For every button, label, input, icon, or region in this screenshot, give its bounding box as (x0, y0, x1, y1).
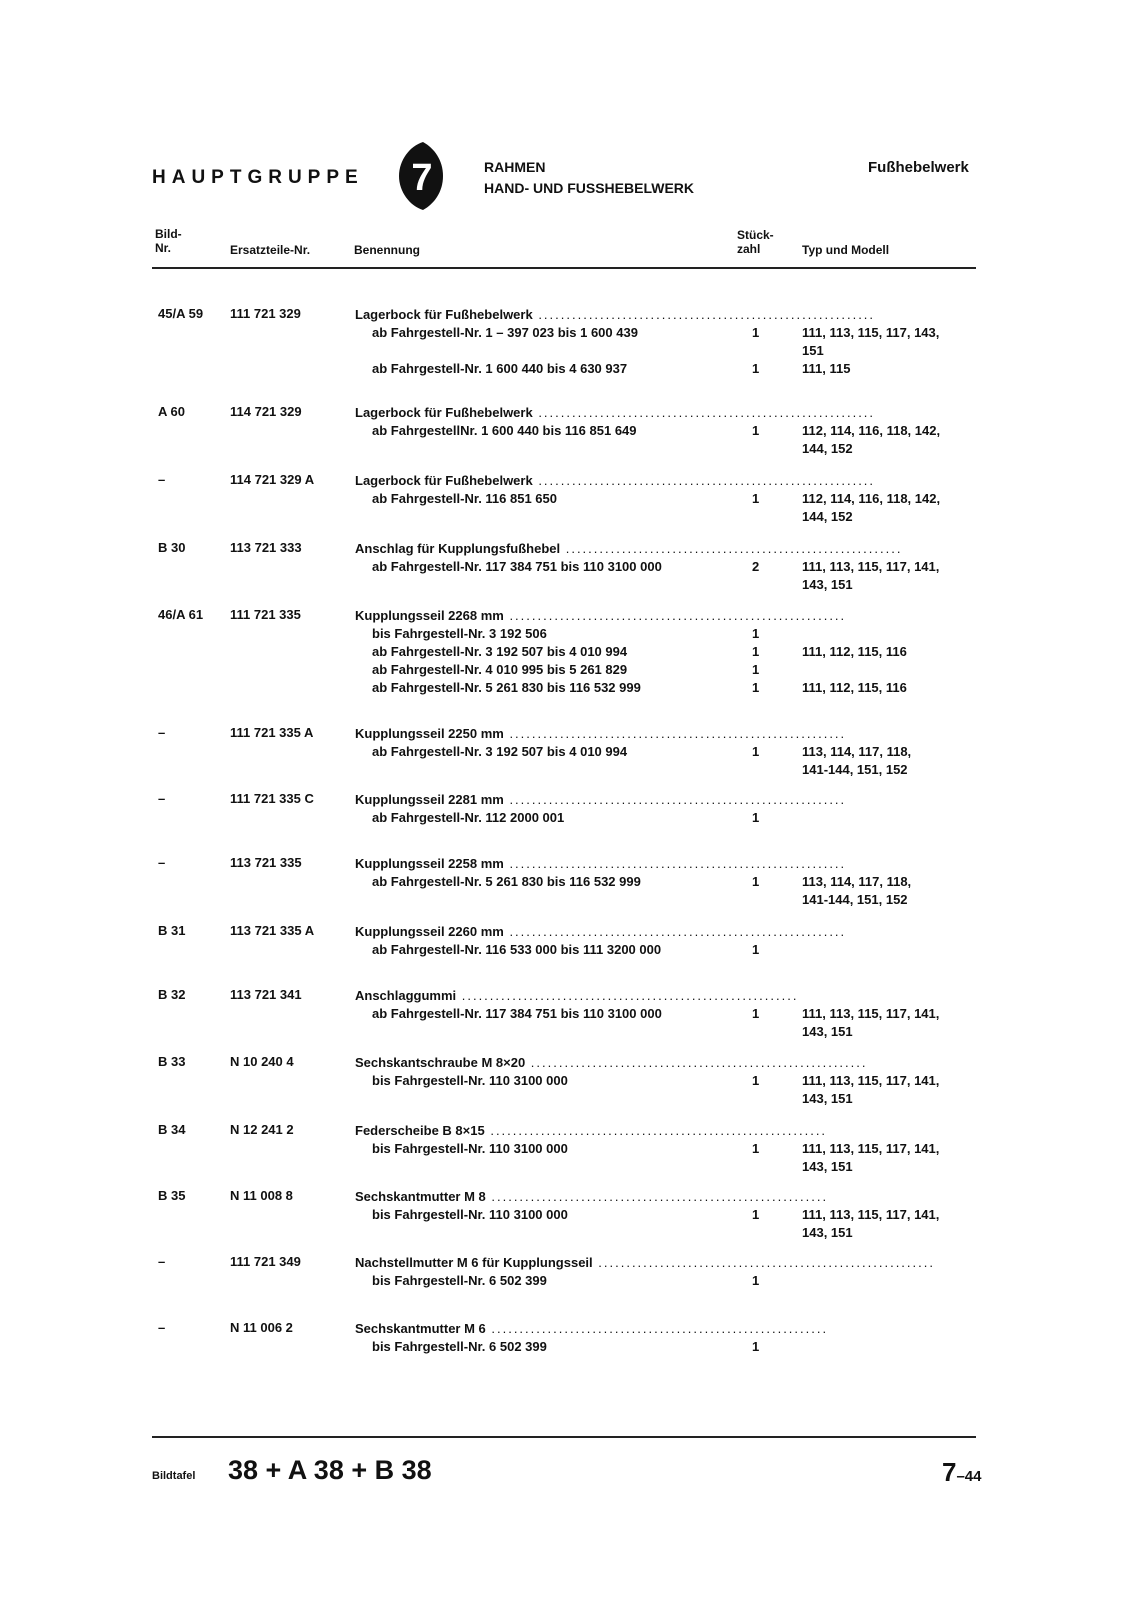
stueckzahl: 1 (752, 1141, 760, 1156)
leader-dots: ............................................................ (456, 988, 799, 1003)
part-name-text: Lagerbock für Fußhebelwerk (355, 473, 533, 488)
fahrgestell-range: bis Fahrgestell-Nr. 110 3100 000 (372, 1073, 568, 1088)
header-divider (152, 267, 976, 269)
leader-dots: ............................................................ (503, 924, 847, 939)
typ-modell: 111, 112, 115, 116 (802, 680, 907, 695)
stueckzahl: 1 (752, 1073, 760, 1088)
part-name-text: Kupplungsseil 2268 mm (355, 608, 504, 623)
stueckzahl: 1 (752, 1273, 760, 1288)
part-name (355, 306, 876, 324)
ersatzteil-nr: N 11 008 8 (230, 1188, 293, 1203)
stueckzahl: 1 (752, 810, 760, 825)
ersatzteil-nr: 111 721 329 (230, 306, 301, 321)
page-number (942, 1457, 982, 1488)
fahrgestell-range: ab Fahrgestell-Nr. 4 010 995 bis 5 261 829 (372, 662, 628, 677)
bild-nr: – (158, 1320, 166, 1335)
part-name-text: Lagerbock für Fußhebelwerk (355, 307, 533, 322)
title-line-1: RAHMEN (484, 159, 546, 175)
column-header-benennung: Benennung (354, 243, 420, 257)
ersatzteil-nr: 111 721 335 A (230, 725, 314, 740)
part-name (355, 540, 903, 558)
stueckzahl: 1 (752, 644, 760, 659)
ersatzteil-nr: 113 721 341 (230, 987, 302, 1002)
ersatzteil-nr: 111 721 335 C (230, 791, 314, 806)
part-name (355, 1254, 935, 1272)
part-name (355, 1320, 829, 1338)
typ-modell: 111, 112, 115, 116 (802, 644, 907, 659)
typ-modell: 111, 113, 115, 117, 143, 151 (802, 325, 940, 358)
typ-modell: 112, 114, 116, 118, 142, 144, 152 (802, 491, 941, 524)
stueckzahl: 1 (752, 491, 760, 506)
bild-nr: B 35 (158, 1188, 186, 1203)
typ-modell: 111, 113, 115, 117, 141, 143, 151 (802, 1006, 940, 1039)
column-header-stueckzahl: Stück- zahl (737, 228, 774, 256)
bild-nr: A 60 (158, 404, 185, 419)
leader-dots: ............................................................ (532, 473, 876, 488)
fahrgestell-range: ab Fahrgestell-Nr. 112 2000 001 (372, 810, 565, 825)
typ-modell: 111, 113, 115, 117, 141, 143, 151 (802, 1141, 940, 1174)
part-name (355, 725, 847, 743)
stueckzahl: 2 (752, 559, 760, 574)
stueckzahl: 1 (752, 325, 760, 340)
bild-nr: B 30 (158, 540, 186, 555)
bild-nr: 46/A 61 (158, 607, 204, 622)
ersatzteil-nr: 113 721 333 (230, 540, 302, 555)
page-number-sub: –44 (956, 1468, 982, 1485)
typ-modell: 111, 113, 115, 117, 141, 143, 151 (802, 559, 940, 592)
stueckzahl: 1 (752, 680, 760, 695)
leader-dots: ............................................................ (503, 726, 847, 741)
column-header-ersatzteil: Ersatzteile-Nr. (230, 243, 311, 257)
ersatzteil-nr: 111 721 335 (230, 607, 301, 622)
leader-dots: ............................................................ (592, 1255, 935, 1270)
column-header-typ: Typ und Modell (802, 243, 890, 257)
leader-dots: ............................................................ (503, 856, 847, 871)
fahrgestell-range: bis Fahrgestell-Nr. 110 3100 000 (372, 1207, 568, 1222)
leader-dots: ............................................................ (503, 792, 847, 807)
fahrgestell-range: ab Fahrgestell-Nr. 116 851 650 (372, 491, 557, 506)
typ-modell: 111, 113, 115, 117, 141, 143, 151 (802, 1207, 940, 1240)
hauptgruppe-label: HAUPTGRUPPE (152, 167, 364, 188)
bild-nr: – (158, 791, 166, 806)
ersatzteil-nr: 111 721 349 (230, 1254, 301, 1269)
bild-nr: – (158, 725, 166, 740)
typ-modell: 111, 113, 115, 117, 141, 143, 151 (802, 1073, 940, 1106)
fahrgestell-range: ab Fahrgestell-Nr. 3 192 507 bis 4 010 994 (372, 644, 628, 659)
fahrgestell-range: ab Fahrgestell-Nr. 5 261 830 bis 116 532 999 (372, 874, 641, 889)
bild-nr: B 34 (158, 1122, 186, 1137)
leader-dots: ............................................................ (485, 1321, 829, 1336)
part-name (355, 855, 847, 873)
fahrgestell-range: bis Fahrgestell-Nr. 6 502 399 (372, 1273, 547, 1288)
fahrgestell-range: ab Fahrgestell-Nr. 117 384 751 bis 110 3100 000 (372, 559, 662, 574)
leader-dots: ............................................................ (485, 1189, 829, 1204)
fahrgestell-range: bis Fahrgestell-Nr. 110 3100 000 (372, 1141, 568, 1156)
ersatzteil-nr: N 12 241 2 (230, 1122, 294, 1137)
part-name-text: Federscheibe B 8×15 (355, 1123, 485, 1138)
typ-modell: 111, 115 (802, 361, 851, 376)
ersatzteil-nr: 113 721 335 A (230, 923, 315, 938)
bild-nr: 45/A 59 (158, 306, 204, 321)
leader-dots: ............................................................ (532, 307, 876, 322)
stueckzahl: 1 (752, 1006, 760, 1021)
leader-dots: ............................................................ (560, 541, 903, 556)
stueckzahl: 1 (752, 874, 760, 889)
fahrgestell-range: ab FahrgestellNr. 1 600 440 bis 116 851 649 (372, 423, 637, 438)
ersatzteil-nr: N 11 006 2 (230, 1320, 293, 1335)
part-name (355, 791, 847, 809)
footer-divider (152, 1436, 976, 1438)
fahrgestell-range: bis Fahrgestell-Nr. 3 192 506 (372, 626, 547, 641)
bild-nr: B 31 (158, 923, 186, 938)
leader-dots: ............................................................ (503, 608, 847, 623)
page-number-main: 7 (942, 1457, 957, 1487)
fahrgestell-range: ab Fahrgestell-Nr. 3 192 507 bis 4 010 994 (372, 744, 628, 759)
part-name (355, 607, 847, 625)
ersatzteil-nr: 114 721 329 A (230, 472, 315, 487)
part-name-text: Sechskantmutter M 6 (355, 1321, 486, 1336)
ersatzteil-nr: N 10 240 4 (230, 1054, 294, 1069)
stueckzahl: 1 (752, 626, 760, 641)
stueckzahl: 1 (752, 1207, 760, 1222)
fahrgestell-range: bis Fahrgestell-Nr. 6 502 399 (372, 1339, 547, 1354)
bild-nr: – (158, 1254, 166, 1269)
part-name-text: Sechskantschraube M 8×20 (355, 1055, 526, 1070)
stueckzahl: 1 (752, 744, 760, 759)
stueckzahl: 1 (752, 662, 760, 677)
ersatzteil-nr: 113 721 335 (230, 855, 302, 870)
part-name-text: Kupplungsseil 2250 mm (355, 726, 504, 741)
bild-nr: B 33 (158, 1054, 186, 1069)
leader-dots: ............................................................ (532, 405, 876, 420)
bildtafel-value: 38 + A 38 + B 38 (228, 1455, 432, 1485)
part-name (355, 1054, 868, 1072)
part-name-text: Anschlag für Kupplungsfußhebel (355, 541, 561, 556)
part-name-text: Nachstellmutter M 6 für Kupplungsseil (355, 1255, 593, 1270)
bild-nr: – (158, 472, 166, 487)
bild-nr: B 32 (158, 987, 186, 1002)
part-name-text: Anschlaggummi (355, 988, 457, 1003)
part-name (355, 1188, 829, 1206)
stueckzahl: 1 (752, 361, 760, 376)
stueckzahl: 1 (752, 423, 760, 438)
part-name-text: Kupplungsseil 2281 mm (355, 792, 504, 807)
stueckzahl: 1 (752, 1339, 760, 1354)
fahrgestell-range: ab Fahrgestell-Nr. 1 600 440 bis 4 630 937 (372, 361, 628, 376)
title-line-2: HAND- UND FUSSHEBELWERK (484, 180, 694, 196)
fahrgestell-range: ab Fahrgestell-Nr. 116 533 000 bis 111 3200 000 (372, 942, 662, 957)
ersatzteil-nr: 114 721 329 (230, 404, 302, 419)
part-name (355, 404, 876, 422)
bildtafel-label: Bildtafel (152, 1470, 196, 1482)
group-number: 7 (411, 157, 433, 199)
fahrgestell-range: ab Fahrgestell-Nr. 5 261 830 bis 116 532 999 (372, 680, 641, 695)
stueckzahl: 1 (752, 942, 760, 957)
part-name-text: Lagerbock für Fußhebelwerk (355, 405, 533, 420)
part-name (355, 1122, 828, 1140)
typ-modell: 112, 114, 116, 118, 142, 144, 152 (802, 423, 941, 456)
typ-modell: 113, 114, 117, 118, 141-144, 151, 152 (802, 744, 912, 777)
part-name (355, 923, 847, 941)
part-name (355, 472, 876, 490)
bild-nr: – (158, 855, 166, 870)
leader-dots: ............................................................ (484, 1123, 828, 1138)
part-name-text: Sechskantmutter M 8 (355, 1189, 486, 1204)
part-name-text: Kupplungsseil 2260 mm (355, 924, 504, 939)
fahrgestell-range: ab Fahrgestell-Nr. 1 – 397 023 bis 1 600 439 (372, 325, 638, 340)
column-header-bild: Bild- Nr. (155, 227, 182, 255)
section-title: Fußhebelwerk (868, 159, 969, 176)
group-badge-icon (396, 140, 446, 212)
part-name-text: Kupplungsseil 2258 mm (355, 856, 504, 871)
typ-modell: 113, 114, 117, 118, 141-144, 151, 152 (802, 874, 912, 907)
part-name (355, 987, 799, 1005)
leader-dots: ............................................................ (525, 1055, 868, 1070)
fahrgestell-range: ab Fahrgestell-Nr. 117 384 751 bis 110 3100 000 (372, 1006, 662, 1021)
